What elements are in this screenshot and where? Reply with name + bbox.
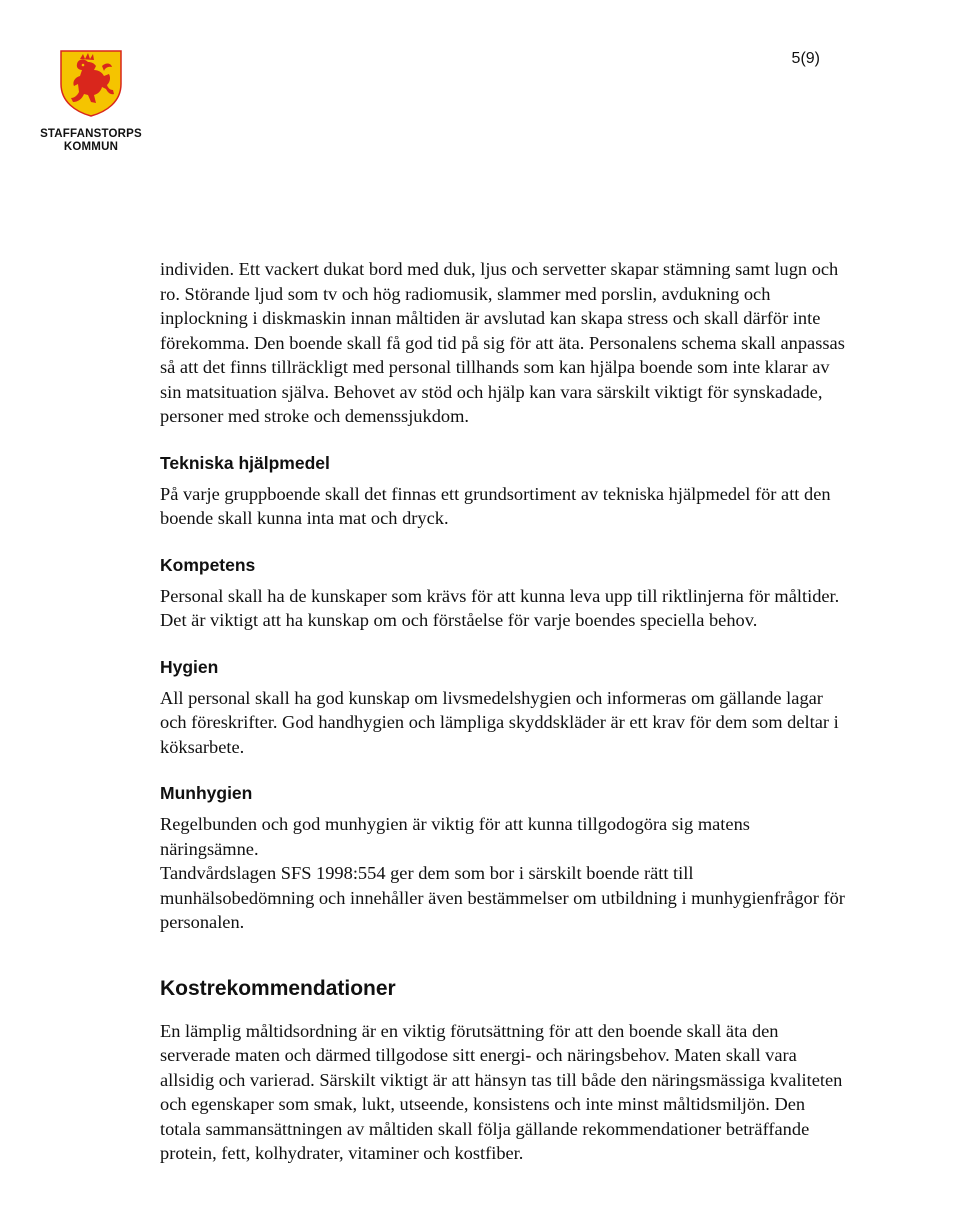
section-text-tekniska: På varje gruppboende skall det finnas ett grundsortiment av tekniska hjälpmedel för att den boende skall kunna inta mat och dryck. xyxy=(160,483,831,528)
section-text-munhygien-2: Tandvårdslagen SFS 1998:554 ger dem som bor i särskilt boende rätt till munhälsobedömning och innehåller även bestämmelser om utbildning i munhygienfrågor för personalen. xyxy=(160,863,845,932)
main-paragraph-kostrekommendationer: En lämplig måltidsordning är en viktig förutsättning för att den boende skall äta den serverade maten och därmed tillgodose sitt energi- och näringsbehov. Maten skall vara allsidig och varierad. Särskilt viktigt är att hänsyn tas till både den näringsmässiga kvaliteten och egenskaper som smak, lukt, utseende, konsistens och inte minst måltidsmiljön. Den totala sammansättningen av måltiden skall följa gällande rekommendationer beträffande protein, fett, kolhydrater, vitaminer och kostfiber. xyxy=(160,1020,843,1163)
section-text-hygien: All personal skall ha god kunskap om livsmedelshygien och informeras om gällande lagar och föreskrifter. God handhygien och lämpliga skyddskläder är ett krav för dem som deltar i köksarbete. xyxy=(160,687,839,757)
main-heading-kostrekommendationer: Kostrekommendationer xyxy=(160,976,396,1000)
coat-of-arms-icon xyxy=(58,48,124,118)
section-heading-hygien: Hygien xyxy=(160,656,219,677)
document-body xyxy=(160,257,850,1166)
logo-text-line2: KOMMUN xyxy=(63,141,119,153)
section-heading-munhygien: Munhygien xyxy=(160,783,253,803)
page-number: 5(9) xyxy=(791,50,820,67)
intro-paragraph: individen. Ett vackert dukat bord med duk, ljus och servetter skapar stämning samt lugn och ro. Störande ljud som tv och hög radiomusik, slammer med porslin, avdukning och inplockning i diskmaskin innan måltiden är avslutad kan skapa stress och skall därför inte förekomma. Den boende skall få god tid på sig för att äta. Personalens schema skall anpassas så att det finns tillräckligt med personal tillhands som kan hjälpa boende som inte klarar av sin matsituation själva. Behovet av stöd och hjälp kan vara särskilt viktigt för synskadade, personer med stroke och demenssjukdom. xyxy=(160,259,845,426)
logo-text-line1: STAFFANSTORPS xyxy=(40,128,142,140)
section-text-kompetens: Personal skall ha de kunskaper som krävs för att kunna leva upp till riktlinjerna för måltider. Det är viktigt att ha kunskap om och förståelse för varje boendes speciella behov. xyxy=(160,585,840,630)
municipality-logo xyxy=(38,48,144,154)
section-text-munhygien: Regelbunden och god munhygien är viktig för att kunna tillgodogöra sig matens näringsämne. xyxy=(160,814,750,859)
section-heading-tekniska: Tekniska hjälpmedel xyxy=(160,452,330,473)
section-heading-kompetens: Kompetens xyxy=(160,554,256,575)
